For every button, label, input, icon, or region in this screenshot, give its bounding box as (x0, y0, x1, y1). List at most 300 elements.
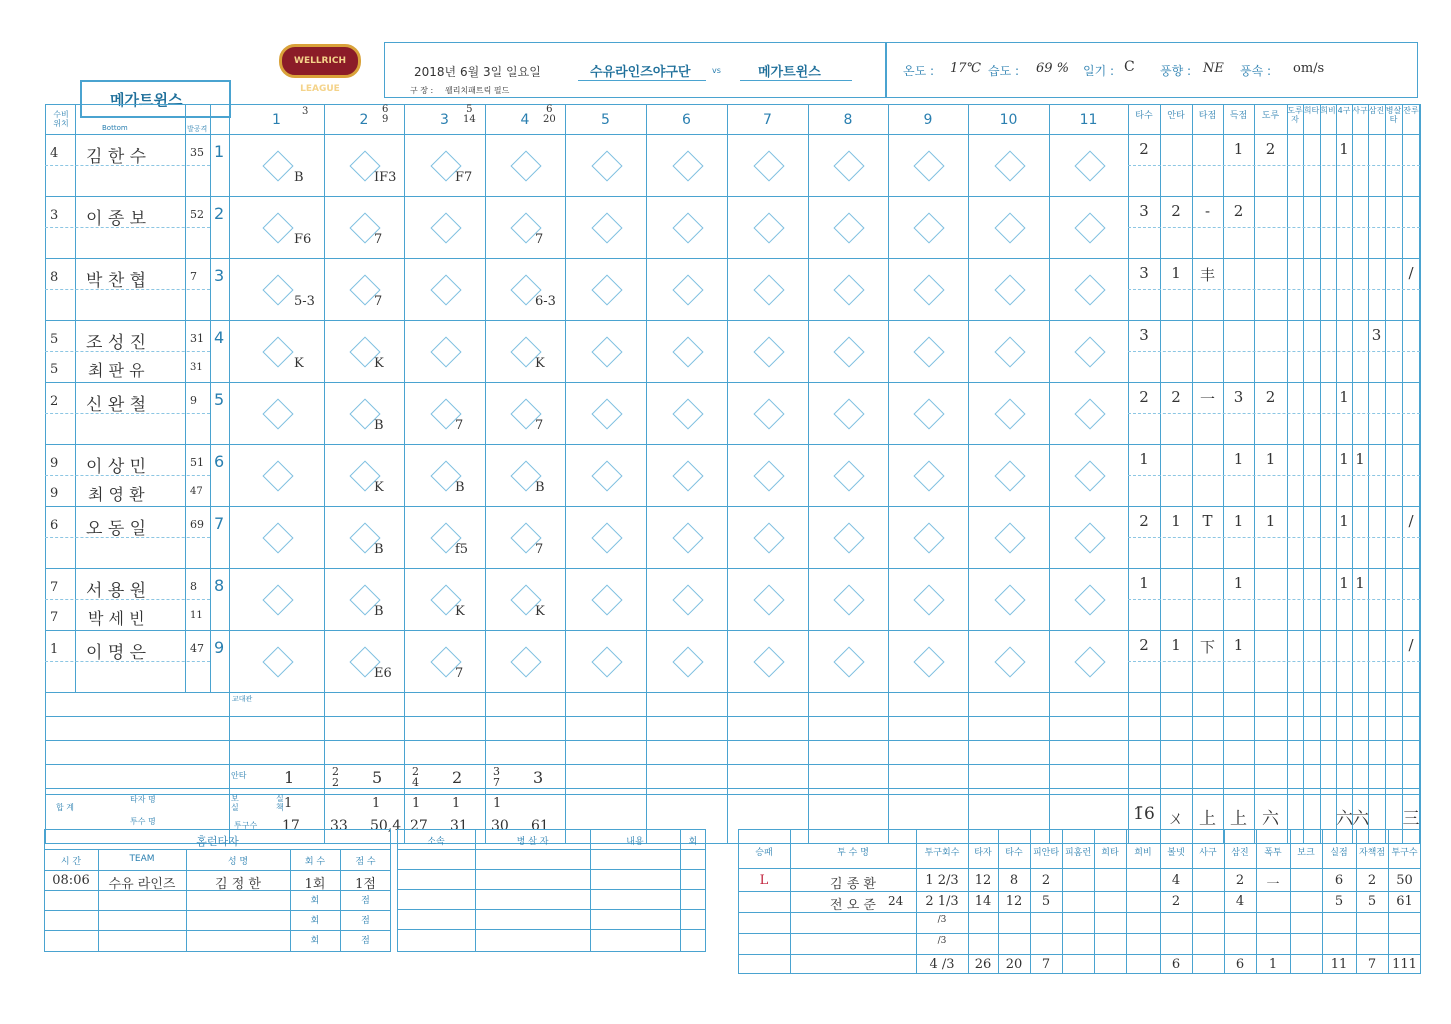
play-result: F6 (294, 232, 312, 247)
batter-pos: 6 (50, 518, 59, 533)
inning-header-11: 11 (1079, 112, 1098, 128)
away-team-underline (740, 80, 852, 81)
inning-hits: 2 (452, 768, 463, 787)
total-stat: 六 (1352, 809, 1369, 829)
venue: 웰리치패트릭 필드 (445, 86, 510, 95)
pitch-header: 투구회수 (924, 848, 960, 858)
stat-col-line (1385, 104, 1386, 844)
batter-stat: 3 (1139, 202, 1149, 220)
logo-text: WELLRICH LEAGUE (294, 56, 346, 94)
row-line (45, 320, 1420, 321)
inning-header-9: 9 (923, 112, 933, 128)
batter-total-label: 타자 명 (130, 795, 156, 804)
total-stat: 1̄6 (1133, 804, 1155, 824)
homerun-cell: 점 (361, 936, 370, 946)
batter-stat: - (1204, 202, 1211, 220)
batter-pos: 5 (50, 332, 59, 347)
homerun-header: 점 수 (355, 857, 376, 867)
pitch-cell: L (759, 873, 769, 888)
batting-order: 6 (214, 452, 225, 471)
inning-col-line (968, 104, 969, 844)
dp-row-line (397, 929, 706, 930)
pitch-header: 희타 (1101, 848, 1119, 858)
dp-header: 소속 (427, 837, 445, 847)
pitch-row-line (738, 933, 1421, 934)
pitch-cell: 8 (1009, 873, 1019, 888)
play-result: B (374, 604, 384, 619)
inning-header-4: 4 (520, 112, 530, 128)
pitch-cell: 6 (1171, 957, 1181, 972)
batting-order: 5 (214, 390, 225, 409)
sub-number: 47 (190, 486, 203, 497)
batter-stat: 2 (1139, 140, 1149, 158)
game-date: 2018년 6월 3일 일요일 (414, 65, 541, 79)
sub-number: 11 (190, 610, 203, 621)
homerun-col (186, 849, 187, 952)
stat-header: 4구 (1337, 106, 1351, 115)
pitch-col (1094, 829, 1095, 974)
pitch-cell: 5 (1367, 894, 1377, 909)
stat-header: 도루자 (1287, 106, 1303, 124)
batter-stat: 3 (1233, 388, 1244, 406)
stat-mid-line (1128, 537, 1420, 538)
pitch-header: 보크 (1297, 848, 1315, 858)
inning-hits: 1 (284, 768, 295, 787)
batter-name: 이 종 보 (86, 209, 147, 229)
batter-number: 47 (190, 642, 204, 655)
pitch-cell: 전 오 준 (830, 898, 876, 913)
inning-col-line (324, 104, 325, 844)
pitch-cell: 김 종 환 (830, 877, 876, 892)
pitch-cell: 2 (1041, 873, 1051, 888)
homerun-title: 홈런타자 (196, 835, 239, 848)
stat-header: 타수 (1135, 111, 1153, 121)
homerun-cell: 점 (361, 896, 370, 906)
pitch-col (1256, 829, 1257, 974)
batter-stat: 一 (1199, 390, 1215, 408)
stat-mid-line (1128, 599, 1420, 600)
total-stat: 三 (1402, 809, 1420, 829)
total-stat: ㄨ (1167, 809, 1185, 829)
inning-bb: 1 (372, 796, 381, 811)
left-col-line (210, 104, 211, 692)
wind-speed-value: om/s (1293, 61, 1325, 76)
stat-mid-line (1128, 165, 1420, 166)
sub-number: 31 (190, 362, 203, 373)
homerun-col (98, 849, 99, 952)
weather-label: 일기 : (1083, 64, 1115, 78)
batter-pos: 2 (50, 394, 59, 409)
dp-header: 내용 (626, 837, 644, 847)
stat-col-line (1368, 104, 1369, 844)
batter-stat: 1 (1171, 636, 1181, 654)
play-result: B (294, 170, 304, 185)
play-result: E6 (374, 666, 392, 681)
venue-label: 구 장 : (410, 86, 434, 95)
inning-col-line (404, 104, 405, 844)
batter-stat: 1 (1139, 574, 1149, 592)
batter-pos: 8 (50, 270, 59, 285)
inning-col-line (485, 104, 486, 844)
pitch-header: 희비 (1134, 848, 1152, 858)
inning-bb: 1 (284, 796, 293, 811)
stat-header: 도루 (1261, 111, 1280, 121)
homerun-cell: 1점 (355, 877, 376, 892)
stat-col-line (1402, 104, 1403, 844)
batter-stat: T (1202, 512, 1213, 530)
batter-stat: 3 (1371, 326, 1382, 344)
stat-mid-line (1128, 289, 1420, 290)
batter-stat: 1 (1355, 574, 1365, 592)
batter-stat: 1 (1171, 264, 1181, 282)
inning-col-line (727, 104, 728, 844)
row-line (45, 692, 1420, 693)
batter-stat: / (1408, 264, 1414, 282)
homerun-cell: 회 (310, 916, 320, 926)
batter-number: 31 (190, 332, 204, 345)
row-line (45, 444, 1420, 445)
homerun-header: 회 수 (304, 857, 326, 867)
pitch-cell: 5 (1334, 894, 1344, 909)
pitch-cell: 2 (1235, 873, 1245, 888)
wind-speed-label: 풍속 : (1240, 64, 1272, 78)
play-result: 7 (535, 418, 544, 433)
wind-dir-label: 풍향 : (1160, 64, 1192, 78)
play-result: 7 (535, 542, 544, 557)
batter-pos: 1 (50, 642, 59, 657)
inning-bb: 1 (412, 796, 421, 811)
play-result: B (374, 542, 384, 557)
stat-header: 안타 (1167, 111, 1185, 121)
inning-note: 6 9 (382, 104, 389, 125)
batting-order: 7 (214, 514, 225, 533)
batter-stat: 1 (1233, 140, 1244, 158)
batting-order: 9 (214, 638, 225, 657)
batter-pos: 7 (50, 580, 59, 595)
homerun-cell: 수유 라인즈 (108, 877, 176, 892)
pitch-header: 승패 (755, 848, 773, 858)
pitch-cell: 7 (1367, 957, 1377, 972)
temp-label: 온도 : (903, 64, 935, 78)
batter-stat: 1 (1233, 450, 1244, 468)
pitch-col (1126, 829, 1127, 974)
pitch-row-line (738, 891, 1421, 892)
pitch-col (1062, 829, 1063, 974)
dp-header: 병 살 자 (516, 837, 549, 847)
batter-stat: 2 (1265, 388, 1276, 406)
pitch-header: 피홈런 (1064, 848, 1092, 858)
homerun-row-line (44, 910, 391, 911)
stat-mid-line (1128, 475, 1420, 476)
dp-col (680, 829, 681, 952)
stat-header: 삼진 (1368, 106, 1385, 115)
weather-value: C (1124, 59, 1135, 75)
batter-number: 69 (190, 518, 204, 531)
home-team: 수유라인즈야구단 (590, 65, 691, 80)
batting-order: 4 (214, 328, 225, 347)
batter-stat: 2 (1139, 512, 1149, 530)
play-result: F7 (455, 170, 473, 185)
batter-name: 이 상 민 (86, 457, 147, 477)
bb-label: 보 실 (231, 794, 239, 812)
play-result: 5-3 (294, 294, 315, 309)
pitch-cell: 12 (974, 873, 992, 888)
batter-number: 35 (190, 146, 204, 159)
pitch-cell: 14 (974, 894, 992, 909)
total-stat: 上 (1230, 809, 1247, 829)
batter-stat: 下 (1199, 638, 1215, 656)
col-number: 발공격 (187, 125, 208, 133)
batter-stat: 1 (1355, 450, 1365, 468)
err-label: 실 책 (276, 794, 284, 812)
batter-number: 52 (190, 208, 204, 221)
sub-name: 최 판 유 (88, 361, 145, 380)
inning-pitches: 50,4 (370, 818, 402, 834)
double-play-table (397, 829, 706, 952)
pitch-cell: 5 (1041, 894, 1051, 909)
pitch-header: 사구 (1199, 848, 1217, 858)
pitch-cell: 4 /3 (929, 957, 955, 972)
totals-line (45, 794, 1420, 795)
left-col-line (185, 104, 186, 692)
inning-hits: 3 7 (493, 765, 500, 789)
play-result: IF3 (374, 170, 397, 185)
pitch-header: 타자 (974, 848, 992, 858)
batter-name: 서 용 원 (86, 581, 147, 601)
row-line (45, 506, 1420, 507)
stat-col-line (1254, 104, 1255, 844)
row-line (45, 630, 1420, 631)
inning-bb: 1 (493, 796, 502, 811)
pitch-cell: 6 (1334, 873, 1344, 888)
away-team: 메가트윈스 (758, 65, 821, 80)
inning-note: 5 14 (463, 104, 476, 125)
pitch-cell: 11 (1330, 957, 1348, 972)
pitch-cell: 4 (1171, 873, 1181, 888)
batter-name: 김 한 수 (86, 147, 147, 167)
inning-header-6: 6 (682, 112, 691, 128)
dp-row-line (397, 849, 706, 850)
inning-note: 6 20 (543, 104, 556, 125)
inning-pitches: 61 (531, 818, 549, 834)
inning-header-10: 10 (999, 112, 1018, 128)
pitch-count-label: 투구수 (234, 821, 258, 830)
team-name: 메가트윈스 (110, 91, 183, 109)
wind-dir-value: NE (1203, 61, 1224, 76)
stat-header: 병살타 (1385, 106, 1402, 124)
play-result: K (535, 356, 545, 371)
batter-name: 박 찬 협 (86, 271, 147, 291)
stat-header: 희타 (1303, 106, 1320, 115)
play-result: K (294, 356, 304, 371)
stat-header: 사구 (1352, 106, 1368, 115)
stat-mid-line (1128, 413, 1420, 414)
pitch-cell: 7 (1041, 957, 1051, 972)
row-line (45, 568, 1420, 569)
pitch-cell: 6 (1235, 957, 1245, 972)
stat-col-line (1303, 104, 1304, 844)
summary-line (45, 764, 1420, 765)
dp-header: 회 (688, 837, 698, 847)
batting-order: 3 (214, 266, 225, 285)
home-team-underline (578, 80, 706, 81)
league-logo (279, 44, 361, 94)
pitch-cell: 111 (1392, 957, 1417, 972)
batter-number: 7 (190, 270, 197, 283)
inning-header-1: 1 (272, 112, 281, 128)
stat-header: 타점 (1198, 111, 1217, 121)
pitch-head-line (738, 868, 1421, 869)
batter-number: 51 (190, 456, 204, 469)
dp-row-line (397, 909, 706, 910)
inning-col-line (808, 104, 809, 844)
inning-col-line (888, 104, 889, 844)
header-row-line (45, 134, 1420, 135)
totals-label: 합 계 (56, 803, 74, 812)
pitch-row-line (738, 912, 1421, 913)
batter-stat: 2 (1171, 388, 1181, 406)
pitch-cell: /3 (937, 915, 947, 925)
batter-stat: 1 (1171, 512, 1181, 530)
humidity-value: 69 % (1036, 61, 1070, 76)
batter-stat: 2 (1139, 636, 1149, 654)
pitch-cell: 26 (974, 957, 992, 972)
row-line (45, 258, 1420, 259)
batter-stat: 2 (1171, 202, 1181, 220)
pitch-header: 볼넷 (1167, 848, 1185, 858)
pitch-header: 삼진 (1231, 848, 1249, 858)
homerun-header: 성 명 (227, 857, 249, 867)
inning-note: 3 (302, 106, 309, 117)
inning-col-line (1049, 104, 1050, 844)
pitch-cell: 1 (1268, 957, 1278, 972)
stat-mid-line (1128, 351, 1420, 352)
inning-hits: 5 (372, 768, 383, 787)
homerun-cell: 08:06 (52, 873, 90, 888)
row-line (45, 196, 1420, 197)
inning-col-line (229, 104, 230, 844)
stat-col-line (1287, 104, 1288, 844)
summary-line (45, 740, 1420, 741)
inning-hits: 2 4 (412, 765, 419, 789)
inning-header-7: 7 (763, 112, 772, 128)
pitch-cell: 4 (1235, 894, 1245, 909)
batting-order: 1 (214, 142, 225, 161)
batter-number: 8 (190, 580, 197, 593)
batter-stat: 丰 (1199, 266, 1215, 284)
inning-header-2: 2 (359, 112, 369, 128)
batter-stat: 2 (1233, 202, 1244, 220)
homerun-header: 시 간 (60, 857, 82, 867)
play-result: K (374, 356, 384, 371)
col-pos: 수비 위치 (53, 110, 69, 128)
summary-line (45, 716, 1420, 717)
hits-label: 안타 (231, 771, 247, 780)
batting-order: 8 (214, 576, 225, 595)
pitch-header: 실점 (1330, 848, 1348, 858)
temp-value: 17℃ (950, 61, 982, 76)
total-stat: 六 (1336, 809, 1353, 829)
total-stat: 上 (1199, 809, 1216, 829)
batter-stat: 1 (1339, 574, 1349, 592)
sub-pos: 7 (50, 610, 59, 625)
humidity-label: 습도 : (988, 64, 1020, 78)
stat-mid-line (1128, 227, 1420, 228)
play-result: 7 (374, 294, 383, 309)
batter-stat: 1 (1339, 450, 1349, 468)
play-result: B (455, 480, 465, 495)
homerun-row-line (44, 870, 391, 871)
pitch-row-line (738, 954, 1421, 955)
batter-name: 오 동 일 (86, 519, 147, 539)
inning-bb: 1 (452, 796, 461, 811)
sub-pos: 9 (50, 486, 59, 501)
play-result: 6-3 (535, 294, 556, 309)
batter-stat: / (1408, 636, 1414, 654)
homerun-row-line (44, 930, 391, 931)
batter-stat: 1 (1339, 388, 1349, 406)
batter-stat: 2 (1139, 388, 1149, 406)
batter-stat: / (1408, 512, 1414, 530)
play-result: 7 (535, 232, 544, 247)
batter-stat: 1 (1339, 140, 1349, 158)
play-result: 7 (455, 418, 464, 433)
play-result: B (535, 480, 545, 495)
left-col-line (75, 104, 76, 692)
inning-pitches: 33 (330, 818, 348, 834)
inning-header-3: 3 (440, 112, 449, 128)
pitcher-total-label: 투수 명 (130, 817, 156, 826)
inning-header-5: 5 (601, 112, 610, 128)
pitch-header: 투 수 명 (837, 848, 869, 858)
batter-stat: 1 (1139, 450, 1149, 468)
pitch-header: 투구수 (1391, 848, 1418, 858)
inning-col-line (565, 104, 566, 844)
play-result: 7 (374, 232, 383, 247)
homerun-cell: 회 (310, 896, 320, 906)
row-line (45, 382, 1420, 383)
inning-hits: 3 (533, 768, 544, 787)
pitch-cell: 2 1/3 (925, 894, 959, 909)
pitch-col (1290, 829, 1291, 974)
batter-stat: 1 (1233, 512, 1244, 530)
pitch-cell: 一 (1266, 877, 1280, 892)
dp-col (475, 829, 476, 952)
dp-row-line (397, 889, 706, 890)
batter-stat: 3 (1139, 326, 1149, 344)
inning-col-line (646, 104, 647, 844)
stat-col-line (1352, 104, 1353, 844)
homerun-row-line (44, 890, 391, 891)
pitch-cell: 50 (1396, 873, 1413, 888)
batter-pos: 4 (50, 146, 59, 161)
sub-name: 박 세 빈 (88, 609, 145, 628)
sub-pos: 5 (50, 362, 59, 377)
play-result: 7 (455, 666, 464, 681)
batter-pos: 3 (50, 208, 59, 223)
pitch-cell: /3 (937, 936, 947, 946)
inning-pitches: 27 (410, 818, 428, 834)
pitch-cell: 12 (1005, 894, 1023, 909)
batter-stat: 1 (1339, 512, 1349, 530)
vs-label: vs (712, 66, 721, 75)
pitch-header: 폭투 (1264, 848, 1282, 858)
pitch-col (1192, 829, 1193, 974)
stat-header: 득점 (1229, 111, 1248, 121)
batter-stat: 2 (1265, 140, 1276, 158)
homerun-cell: 점 (361, 916, 370, 926)
inning-header-8: 8 (843, 112, 853, 128)
